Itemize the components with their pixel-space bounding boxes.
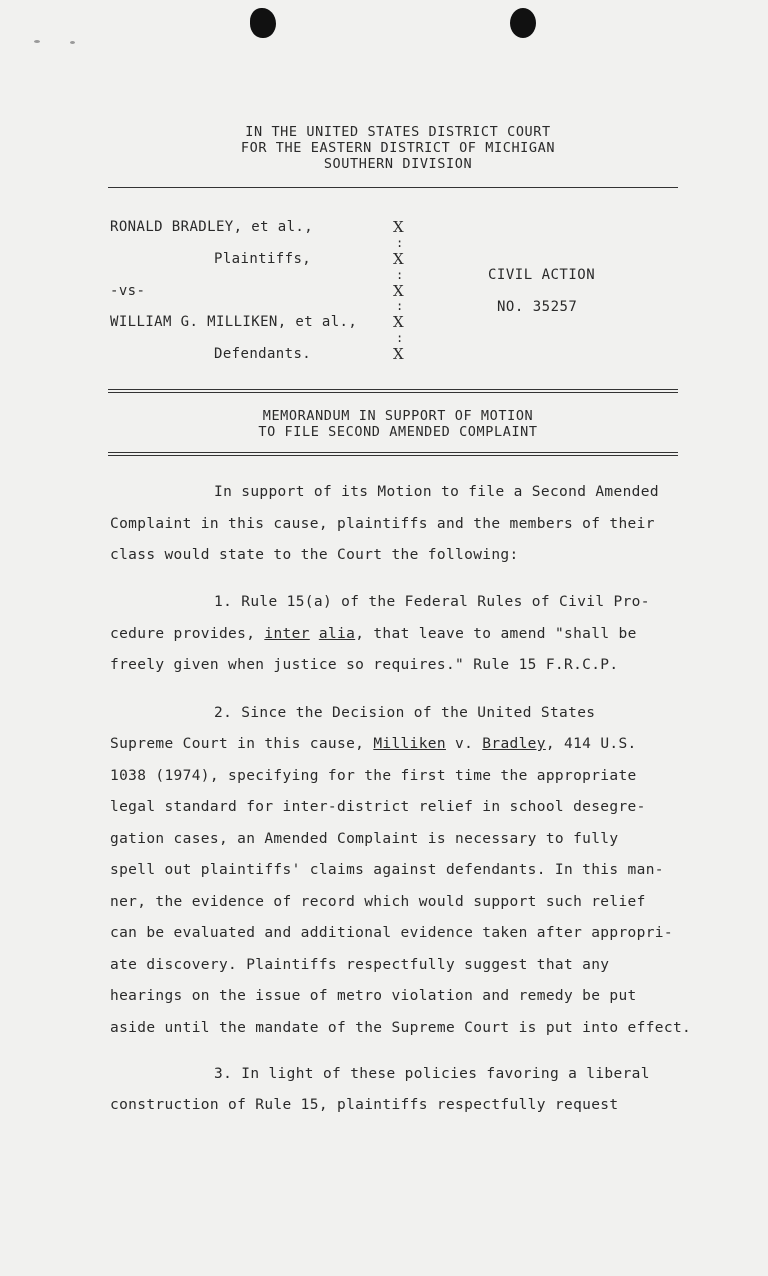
- punch-hole-left: [250, 8, 276, 38]
- defendant-name: WILLIAM G. MILLIKEN, et al.,: [110, 314, 358, 330]
- court-line-2: FOR THE EASTERN DISTRICT OF MICHIGAN: [240, 140, 556, 156]
- body-line: 1038 (1974), specifying for the first time the appropriate: [110, 768, 637, 784]
- body-line: ate discovery. Plaintiffs respectfully suggest that any: [110, 957, 610, 973]
- caption-bracket-mark: X: [393, 345, 404, 363]
- body-line: spell out plaintiffs' claims against defendants. In this man-: [110, 862, 664, 878]
- memorandum-title: [0, 408, 768, 440]
- body-line: freely given when justice so requires." Rule 15 F.R.C.P.: [110, 657, 619, 673]
- caption-bracket-mark: X: [393, 282, 404, 300]
- body-line: [110, 626, 637, 642]
- underlined-term: inter: [264, 626, 310, 642]
- caption-bracket-colon: :: [396, 331, 404, 345]
- body-line: 3. In light of these policies favoring a liberal: [214, 1066, 650, 1082]
- paper-speck: [70, 41, 75, 44]
- double-divider-rule: [108, 389, 678, 393]
- body-line: class would state to the Court the following:: [110, 547, 519, 563]
- body-line: aside until the mandate of the Supreme Court is put into effect.: [110, 1020, 692, 1036]
- body-line: hearings on the issue of metro violation and remedy be put: [110, 988, 637, 1004]
- caption-bracket-colon: :: [396, 299, 404, 313]
- court-line-1: IN THE UNITED STATES DISTRICT COURT: [245, 124, 551, 140]
- body-line: 1. Rule 15(a) of the Federal Rules of Civil Pro-: [214, 594, 650, 610]
- plaintiff-name: RONALD BRADLEY, et al.,: [110, 219, 314, 235]
- caption-bracket-mark: X: [393, 313, 404, 331]
- text-run: v.: [445, 736, 483, 752]
- divider-rule: [108, 187, 678, 188]
- underlined-term: alia: [318, 626, 356, 642]
- body-line: ner, the evidence of record which would support such relief: [110, 894, 646, 910]
- body-line: [110, 736, 637, 752]
- memo-title-line-1: MEMORANDUM IN SUPPORT OF MOTION: [262, 408, 534, 424]
- text-run: , that leave to amend "shall be: [355, 626, 637, 642]
- text-run: [310, 626, 319, 642]
- case-number: NO. 35257: [497, 299, 578, 315]
- caption-bracket-mark: X: [393, 250, 404, 268]
- caption-bracket-colon: :: [396, 236, 404, 250]
- defendant-role: Defendants.: [214, 346, 312, 362]
- court-heading: [0, 124, 768, 172]
- double-divider-rule: [108, 452, 678, 456]
- text-run: cedure provides,: [110, 626, 265, 642]
- civil-action-label: CIVIL ACTION: [488, 267, 596, 283]
- memo-title-line-2: TO FILE SECOND AMENDED COMPLAINT: [258, 424, 538, 440]
- versus-label: -vs-: [110, 283, 146, 299]
- body-line: Complaint in this cause, plaintiffs and the members of their: [110, 516, 655, 532]
- paper-speck: [34, 40, 40, 43]
- body-line: In support of its Motion to file a Second Amended: [214, 484, 659, 500]
- body-line: construction of Rule 15, plaintiffs respectfully request: [110, 1097, 619, 1113]
- caption-bracket-colon: :: [396, 268, 404, 282]
- text-run: , 414 U.S.: [545, 736, 637, 752]
- case-name-underlined: Milliken: [373, 736, 446, 752]
- caption-bracket-mark: X: [393, 218, 404, 236]
- punch-hole-right: [510, 8, 536, 38]
- text-run: Supreme Court in this cause,: [110, 736, 374, 752]
- plaintiff-role: Plaintiffs,: [214, 251, 312, 267]
- body-line: can be evaluated and additional evidence taken after appropri-: [110, 925, 673, 941]
- body-line: gation cases, an Amended Complaint is necessary to fully: [110, 831, 619, 847]
- case-name-underlined: Bradley: [482, 736, 546, 752]
- body-line: legal standard for inter-district relief in school desegre-: [110, 799, 646, 815]
- court-line-3: SOUTHERN DIVISION: [323, 156, 473, 172]
- body-line: 2. Since the Decision of the United States: [214, 705, 596, 721]
